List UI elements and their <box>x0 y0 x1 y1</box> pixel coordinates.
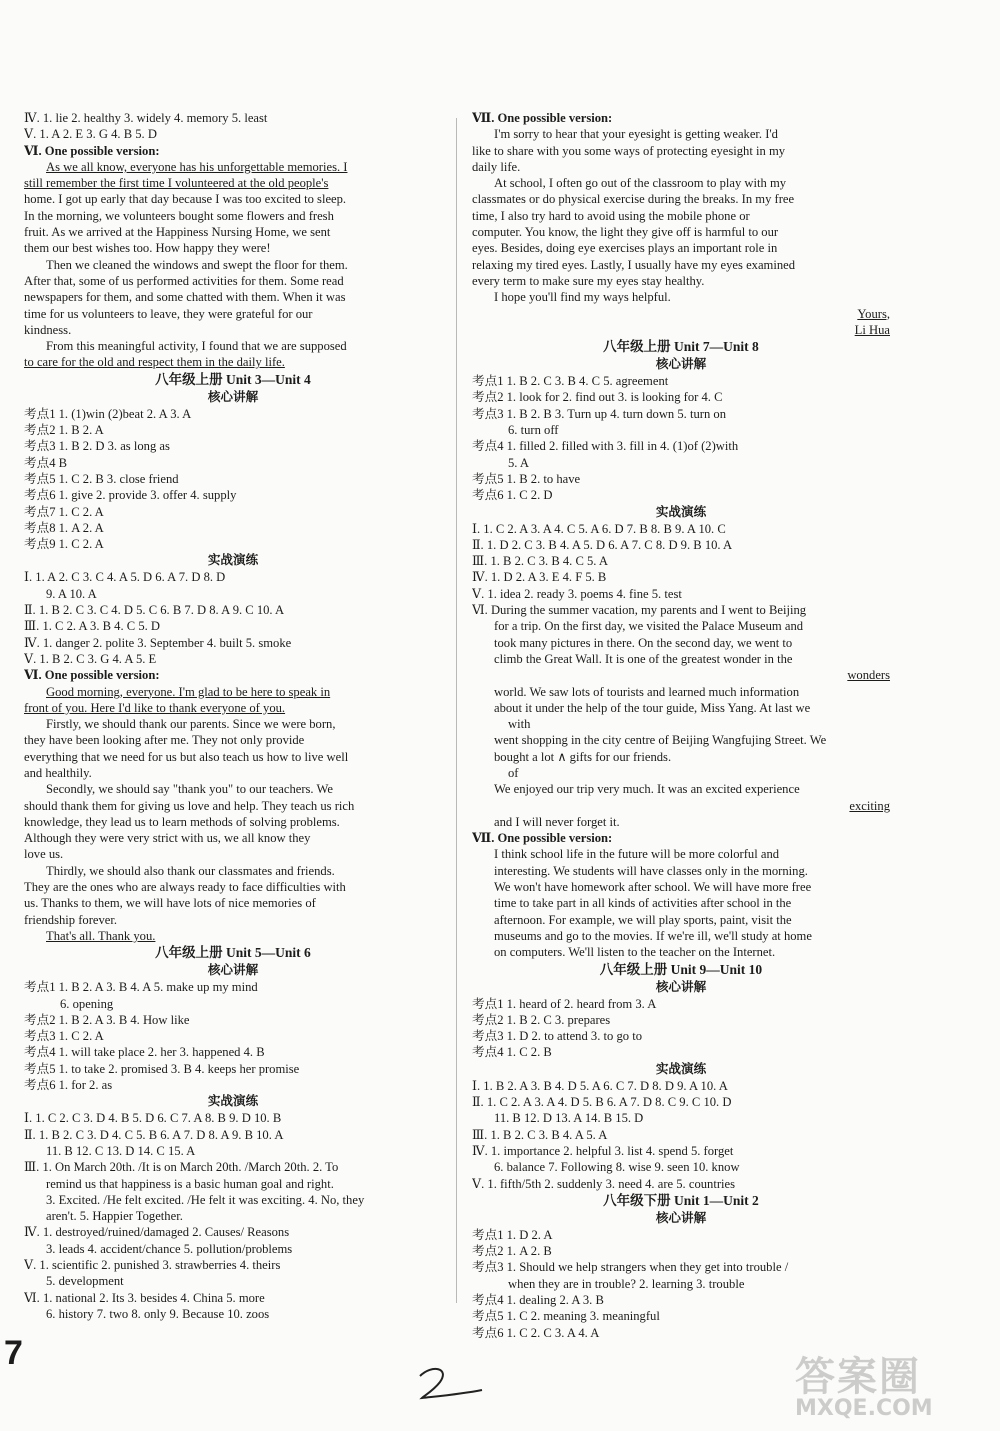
answer-line: Ⅳ. 1. destroyed/ruined/damaged 2. Causes/ Reasons <box>24 1225 290 1240</box>
answer-line: That's all. Thank you. <box>46 928 156 943</box>
answer-line: 考点8 1. A 2. A <box>24 520 104 535</box>
answer-line: newspapers for them, and some chatted with them. When it was <box>24 290 346 305</box>
answer-line: time, I also try hard to avoid using the mobile phone or <box>472 208 750 223</box>
answer-line: 考点2 1. A 2. B <box>472 1244 552 1259</box>
answer-line: 考点3 1. B 2. D 3. as long as <box>24 439 170 454</box>
answer-line: Ⅶ. One possible version: <box>472 831 613 846</box>
answer-line: Although they were very strict with us, we all know they <box>24 831 311 846</box>
answer-line: Ⅲ. 1. C 2. A 3. B 4. C 5. D <box>24 619 161 634</box>
answer-line <box>472 798 890 814</box>
answer-line: 考点1 1. (1)win (2)beat 2. A 3. A <box>24 406 192 421</box>
answer-line: daily life. <box>472 159 521 174</box>
signature-text: Yours, <box>857 306 890 321</box>
answer-line: Ⅴ. 1. scientific 2. punished 3. strawberries 4. theirs <box>24 1258 281 1272</box>
answer-line: us. Thanks to them, we will have lots of nice memories of <box>24 896 316 911</box>
answer-line: of <box>508 765 519 780</box>
right-column <box>472 110 890 1341</box>
answer-line: Ⅱ. 1. D 2. C 3. B 4. A 5. D 6. A 7. C 8. D 9. B 10. A <box>472 537 733 552</box>
page-number: 7 <box>4 1334 23 1372</box>
answer-line: 考点9 1. C 2. A <box>24 537 104 552</box>
answer-line: knowledge, they lead us to learn methods of solving problems. <box>24 814 340 829</box>
answer-line: 考点6 1. for 2. as <box>24 1078 113 1093</box>
answer-line: Ⅱ. 1. B 2. C 3. C 4. D 5. C 6. B 7. D 8. A 9. C 10. A <box>24 603 285 618</box>
answer-line: still remember the first time I volunteered at the old people's <box>24 176 329 191</box>
answer-line: kindness. <box>24 322 72 337</box>
watermark-bottom: MXQE.COM <box>795 1396 933 1421</box>
answer-line: 考点2 1. look for 2. find out 3. is looking for 4. C <box>472 390 723 405</box>
answer-line: Ⅲ. 1. B 2. C 3. B 4. C 5. A <box>472 554 609 569</box>
answer-line: They are the ones who are always ready to face difficulties with <box>24 880 346 895</box>
subsection-heading: 核心讲解 <box>655 1210 707 1225</box>
handwritten-mark <box>410 1362 490 1402</box>
answer-line: Ⅰ. 1. C 2. A 3. A 4. C 5. A 6. D 7. B 8. B 9. A 10. C <box>472 521 726 536</box>
answer-line: time to take part in all kinds of activities after school in the <box>494 896 792 911</box>
answer-line: 3. leads 4. accident/chance 5. pollution/problems <box>46 1241 293 1256</box>
answer-line: love us. <box>24 847 64 862</box>
answer-line: Ⅴ. 1. fifth/5th 2. suddenly 3. need 4. are 5. countries <box>472 1176 736 1191</box>
answer-line: Firstly, we should thank our parents. Since we were born, <box>46 717 336 732</box>
answer-line: In the morning, we volunteers bought some flowers and fresh <box>24 208 334 223</box>
answer-line: Ⅳ. 1. D 2. A 3. E 4. F 5. B <box>472 570 607 585</box>
answer-line: 考点3 1. D 2. to attend 3. to go to <box>472 1029 643 1044</box>
answer-line: 6. turn off <box>508 423 559 438</box>
answer-line: Ⅵ. During the summer vacation, my parents and I went to Beijing <box>472 603 807 618</box>
answer-line: everything that we need for us but also teach us how to live well <box>24 749 349 764</box>
answer-line: After that, some of us performed activities for them. Some read <box>24 273 344 288</box>
answer-line: about it under the help of the tour guide, Miss Yang. At last we <box>494 700 811 715</box>
answer-line: them our best wishes too. How happy they were! <box>24 241 271 256</box>
answer-line: classmates or do physical exercise during the breaks. In my free <box>472 192 795 207</box>
answer-line: Ⅱ. 1. C 2. A 3. A 4. D 5. B 6. A 7. D 8. C 9. C 10. D <box>472 1095 732 1110</box>
answer-line: I'm sorry to hear that your eyesight is getting weaker. I'd <box>494 127 778 142</box>
answer-line: Ⅰ. 1. B 2. A 3. B 4. D 5. A 6. C 7. D 8. D 9. A 10. A <box>472 1078 728 1093</box>
section-heading: 八年级上册 Unit 9—Unit 10 <box>599 961 763 977</box>
answer-line: Then we cleaned the windows and swept the floor for them. <box>46 257 348 272</box>
answer-line: 考点1 1. B 2. C 3. B 4. C 5. agreement <box>472 374 669 389</box>
answer-line: 考点2 1. B 2. A 3. B 4. How like <box>24 1012 190 1027</box>
subsection-heading: 实战演练 <box>207 553 259 568</box>
answer-line: with <box>508 717 531 732</box>
answer-line: 考点3 1. B 2. B 3. Turn up 4. turn down 5. turn on <box>472 406 726 421</box>
section-heading: 八年级上册 Unit 3—Unit 4 <box>155 371 311 387</box>
answer-line: Ⅴ. 1. B 2. C 3. G 4. A 5. E <box>24 651 157 666</box>
answer-line: on computers. We'll listen to the teacher on the Internet. <box>494 945 776 960</box>
answer-line: I hope you'll find my ways helpful. <box>494 290 671 305</box>
answer-line: 5. development <box>46 1274 124 1289</box>
answer-line: 考点3 1. C 2. A <box>24 1029 104 1044</box>
answer-line: We won't have homework after school. We will have more free <box>494 880 812 895</box>
answer-line: 考点2 1. B 2. C 3. prepares <box>472 1012 611 1027</box>
answer-line: 考点3 1. Should we help strangers when they get into trouble / <box>472 1260 789 1275</box>
answer-line: 5. A <box>508 455 529 470</box>
answer-line: Thirdly, we should also thank our classmates and friends. <box>46 863 335 878</box>
answer-line: Ⅶ. One possible version: <box>472 111 613 125</box>
answer-line: I think school life in the future will be more colorful and <box>494 847 780 862</box>
answer-line: aren't. 5. Happier Together. <box>46 1209 183 1224</box>
subsection-heading: 实战演练 <box>207 1094 259 1109</box>
answer-line: From this meaningful activity, I found that we are supposed <box>46 339 347 354</box>
answer-line: relaxing my tired eyes. Lastly, I usually have my eyes examined <box>472 257 796 272</box>
answer-line: Secondly, we should say "thank you" to our teachers. We <box>46 782 333 797</box>
answer-line: computer. You know, the light they give off is harmful to our <box>472 225 779 240</box>
answer-line: climb the Great Wall. It is one of the greatest wonder in the <box>494 651 793 666</box>
answer-line: like to share with you some ways of protecting eyesight in my <box>472 143 786 158</box>
answer-line: front of you. Here I'd like to thank everyone of you. <box>24 700 286 715</box>
answer-line: Ⅲ. 1. B 2. C 3. B 4. A 5. A <box>472 1127 608 1142</box>
section-heading: 八年级上册 Unit 5—Unit 6 <box>155 945 311 961</box>
signature-text: Li Hua <box>854 322 890 337</box>
answer-line: every term to make sure my eyes stay healthy. <box>472 273 705 288</box>
answer-line: 考点5 1. B 2. to have <box>472 471 581 486</box>
answer-line: Ⅳ. 1. danger 2. polite 3. September 4. built 5. smoke <box>24 635 292 650</box>
answer-line: 3. Excited. /He felt excited. /He felt it was exciting. 4. No, they <box>46 1192 365 1207</box>
answer-line: Ⅵ. One possible version: <box>24 668 160 683</box>
watermark-top: 答案圈 <box>795 1354 921 1400</box>
subsection-heading: 核心讲解 <box>655 979 707 994</box>
answer-line: 6. history 7. two 8. only 9. Because 10. zoos <box>46 1306 270 1321</box>
answer-line: when they are in trouble? 2. learning 3. trouble <box>508 1276 745 1291</box>
answer-line: Ⅵ. One possible version: <box>24 143 160 158</box>
section-heading: 八年级上册 Unit 7—Unit 8 <box>603 339 759 355</box>
answer-line: 考点5 1. C 2. B 3. close friend <box>24 471 179 486</box>
subsection-heading: 实战演练 <box>655 504 707 519</box>
subsection-heading: 核心讲解 <box>655 357 707 372</box>
answer-line: 考点4 1. dealing 2. A 3. B <box>472 1293 604 1307</box>
answer-line: 考点1 1. heard of 2. heard from 3. A <box>472 996 657 1011</box>
answer-line: time for us volunteers to leave, they were grateful for our <box>24 306 313 321</box>
answer-line: 考点4 B <box>24 455 68 470</box>
answer-line: 11. B 12. C 13. D 14. C 15. A <box>46 1143 196 1158</box>
answer-line: Ⅴ. 1. idea 2. ready 3. poems 4. fine 5. test <box>472 586 682 601</box>
answer-line: At school, I often go out of the classroom to play with my <box>494 176 787 191</box>
answer-line: bought a lot ∧ gifts for our friends. <box>494 749 672 764</box>
answer-line: they have been looking after me. They not only provide <box>24 733 305 748</box>
answer-line: 考点7 1. C 2. A <box>24 504 104 519</box>
answer-line: 考点1 1. D 2. A <box>472 1227 553 1242</box>
answer-line: and healthily. <box>24 765 92 780</box>
answer-line: friendship forever. <box>24 912 118 927</box>
answer-line: Good morning, everyone. I'm glad to be here to speak in <box>46 684 331 699</box>
answer-line: for a trip. On the first day, we visited the Palace Museum and <box>494 619 804 634</box>
answer-line: remind us that happiness is a basic human goal and right. <box>46 1176 334 1191</box>
answer-line: 考点1 1. B 2. A 3. B 4. A 5. make up my mind <box>24 980 258 995</box>
answer-line: world. We saw lots of tourists and learned much information <box>494 684 800 699</box>
answer-line: and I will never forget it. <box>494 814 620 829</box>
column-divider <box>456 118 457 1303</box>
answer-line <box>472 322 890 338</box>
section-heading: 八年级下册 Unit 1—Unit 2 <box>603 1192 759 1208</box>
signature-text: exciting <box>849 798 890 813</box>
answer-line: afternoon. For example, we will play sports, paint, visit the <box>494 912 792 927</box>
answer-line: 考点5 1. C 2. meaning 3. meaningful <box>472 1309 660 1324</box>
answer-line: 考点4 1. will take place 2. her 3. happened 4. B <box>24 1045 265 1060</box>
answer-line: interesting. We students will have classes only in the morning. <box>494 863 808 878</box>
subsection-heading: 核心讲解 <box>207 963 259 978</box>
answer-line: took many pictures in there. On the second day, we went to <box>494 635 793 650</box>
watermark-logo <box>795 1345 995 1425</box>
answer-line: 考点2 1. B 2. A <box>24 423 104 438</box>
answer-line: should thank them for giving us love and help. They teach us rich <box>24 798 355 813</box>
answer-line: went shopping in the city centre of Beijing Wangfujing Street. We <box>494 733 827 748</box>
answer-line: 考点5 1. to take 2. promised 3. B 4. keeps her promise <box>24 1061 300 1076</box>
answer-line: home. I got up early that day because I was too excited to sleep. <box>24 192 347 207</box>
answer-line: eyes. Besides, doing eye exercises plays an important role in <box>472 241 778 256</box>
answer-line: 考点6 1. C 2. C 3. A 4. A <box>472 1325 600 1340</box>
answer-line: 6. opening <box>60 996 114 1011</box>
answer-line: Ⅰ. 1. C 2. C 3. D 4. B 5. D 6. C 7. A 8. B 9. D 10. B <box>24 1111 282 1126</box>
answer-line: We enjoyed our trip very much. It was an excited experience <box>494 782 800 797</box>
answer-line: Ⅵ. 1. national 2. Its 3. besides 4. China 5. more <box>24 1290 265 1305</box>
answer-line: Ⅳ. 1. lie 2. healthy 3. widely 4. memory 5. least <box>24 111 268 125</box>
signature-text: wonders <box>847 668 890 683</box>
answer-line: museums and go to the movies. If we're ill, we'll study at home <box>494 928 812 943</box>
subsection-heading: 核心讲解 <box>207 389 259 404</box>
answer-line: 考点6 1. C 2. D <box>472 488 553 503</box>
answer-line: Ⅲ. 1. On March 20th. /It is on March 20th. /March 20th. 2. To <box>24 1160 339 1175</box>
answer-line <box>472 667 890 683</box>
answer-line: 考点6 1. give 2. provide 3. offer 4. supply <box>24 488 237 503</box>
answer-line: 考点4 1. filled 2. filled with 3. fill in 4. (1)of (2)with <box>472 439 739 454</box>
answer-line: Ⅱ. 1. B 2. C 3. D 4. C 5. B 6. A 7. D 8. A 9. B 10. A <box>24 1127 284 1142</box>
answer-line: 11. B 12. D 13. A 14. B 15. D <box>494 1111 644 1126</box>
answer-line: Ⅴ. 1. A 2. E 3. G 4. B 5. D <box>24 127 157 142</box>
answer-line: As we all know, everyone has his unforgettable memories. I <box>46 159 348 174</box>
subsection-heading: 实战演练 <box>655 1061 707 1076</box>
answer-line: fruit. As we arrived at the Happiness Nursing Home, we sent <box>24 225 331 240</box>
answer-line: 考点4 1. C 2. B <box>472 1045 552 1060</box>
answer-line: 6. balance 7. Following 8. wise 9. seen 10. know <box>494 1160 740 1175</box>
answer-line: Ⅳ. 1. importance 2. helpful 3. list 4. spend 5. forget <box>472 1143 734 1158</box>
left-column <box>24 110 442 1322</box>
answer-line: Ⅰ. 1. A 2. C 3. C 4. A 5. D 6. A 7. D 8. D <box>24 570 226 585</box>
answer-line: 9. A 10. A <box>46 586 97 601</box>
answer-line: to care for the old and respect them in the daily life. <box>24 355 285 370</box>
answer-line <box>472 306 890 322</box>
